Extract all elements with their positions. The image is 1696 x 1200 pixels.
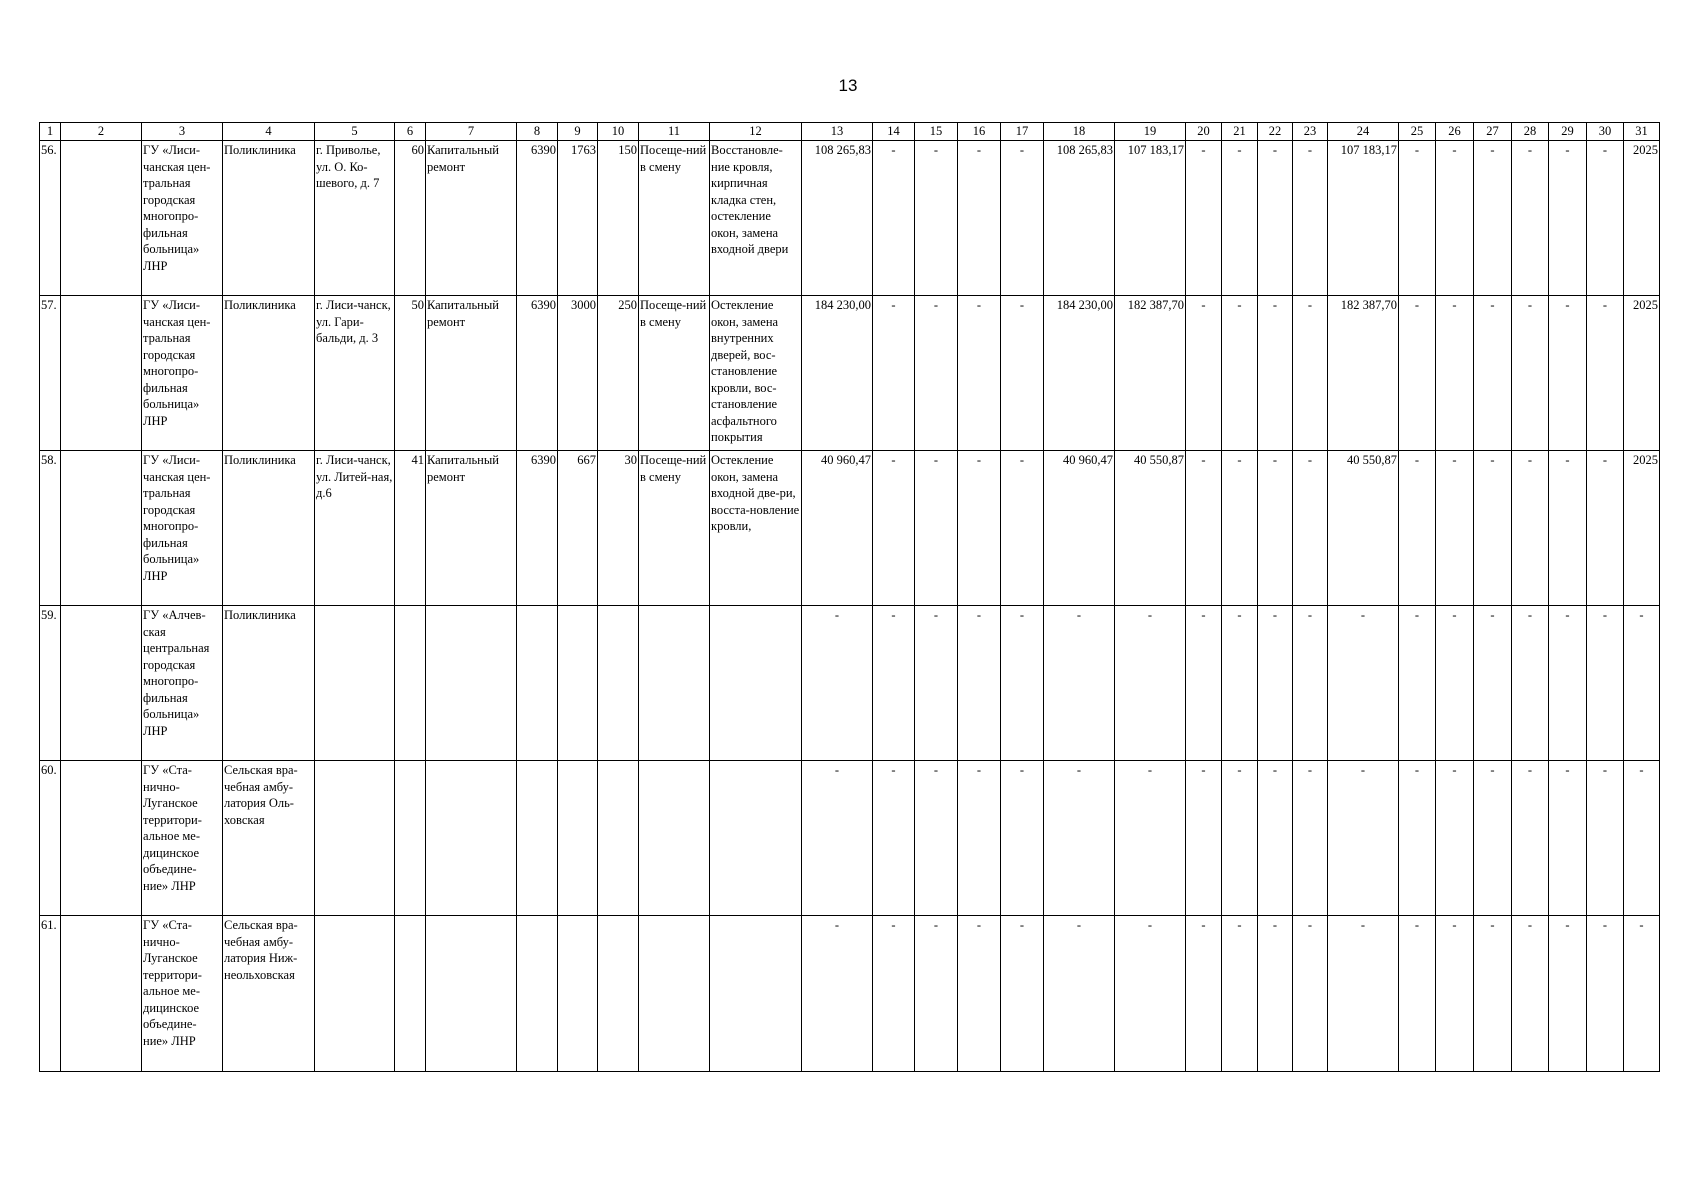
- col-6-cell: 60: [395, 141, 426, 296]
- col-20-cell: -: [1186, 296, 1222, 451]
- address-cell: [315, 761, 395, 916]
- col-28-cell: -: [1512, 761, 1549, 916]
- facility-type-cell: Поликлиника: [223, 141, 315, 296]
- col-23-cell: -: [1293, 606, 1328, 761]
- description-cell: [710, 916, 802, 1072]
- col-14-cell: -: [873, 916, 915, 1072]
- col-18-cell: 40 960,47: [1044, 451, 1115, 606]
- col-29-cell: -: [1549, 916, 1587, 1072]
- col-29-cell: -: [1549, 451, 1587, 606]
- col-15-cell: -: [915, 606, 958, 761]
- col-6-cell: [395, 606, 426, 761]
- col-10-cell: [598, 606, 639, 761]
- col-16-cell: -: [958, 141, 1001, 296]
- col-15-cell: -: [915, 451, 958, 606]
- column-number-29: 29: [1549, 123, 1587, 141]
- col-31-cell: 2025: [1624, 451, 1660, 606]
- col-28-cell: -: [1512, 606, 1549, 761]
- table-row: [40, 296, 1660, 451]
- work-type-cell: [426, 606, 517, 761]
- unit-cell: [639, 916, 710, 1072]
- col-31-cell: -: [1624, 761, 1660, 916]
- table-row: [40, 761, 1660, 916]
- row-number: 60.: [40, 761, 61, 916]
- column-number-27: 27: [1474, 123, 1512, 141]
- col-13-cell: -: [802, 761, 873, 916]
- col-2-cell: [61, 296, 142, 451]
- col-16-cell: -: [958, 451, 1001, 606]
- col-17-cell: -: [1001, 761, 1044, 916]
- col-21-cell: -: [1222, 606, 1258, 761]
- col-9-cell: [558, 606, 598, 761]
- col-26-cell: -: [1436, 916, 1474, 1072]
- organization-cell: ГУ «Лиси-чанская цен-тральная городская многопро-фильная больница» ЛНР: [142, 296, 223, 451]
- col-22-cell: -: [1258, 141, 1293, 296]
- col-17-cell: -: [1001, 141, 1044, 296]
- column-number-10: 10: [598, 123, 639, 141]
- col-21-cell: -: [1222, 141, 1258, 296]
- unit-cell: Посеще-ний в смену: [639, 296, 710, 451]
- column-number-19: 19: [1115, 123, 1186, 141]
- register-table: [39, 122, 1660, 1072]
- col-19-cell: 107 183,17: [1115, 141, 1186, 296]
- col-25-cell: -: [1399, 606, 1436, 761]
- description-cell: [710, 761, 802, 916]
- col-19-cell: 182 387,70: [1115, 296, 1186, 451]
- col-30-cell: -: [1587, 451, 1624, 606]
- col-25-cell: -: [1399, 296, 1436, 451]
- col-25-cell: -: [1399, 761, 1436, 916]
- column-number-6: 6: [395, 123, 426, 141]
- col-17-cell: -: [1001, 606, 1044, 761]
- col-20-cell: -: [1186, 916, 1222, 1072]
- col-14-cell: -: [873, 761, 915, 916]
- col-14-cell: -: [873, 296, 915, 451]
- col-23-cell: -: [1293, 451, 1328, 606]
- col-27-cell: -: [1474, 761, 1512, 916]
- column-number-13: 13: [802, 123, 873, 141]
- col-20-cell: -: [1186, 451, 1222, 606]
- col-16-cell: -: [958, 606, 1001, 761]
- col-19-cell: 40 550,87: [1115, 451, 1186, 606]
- col-17-cell: -: [1001, 916, 1044, 1072]
- col-10-cell: 150: [598, 141, 639, 296]
- col-31-cell: 2025: [1624, 296, 1660, 451]
- col-22-cell: -: [1258, 606, 1293, 761]
- column-number-3: 3: [142, 123, 223, 141]
- col-31-cell: -: [1624, 916, 1660, 1072]
- column-number-18: 18: [1044, 123, 1115, 141]
- col-13-cell: 40 960,47: [802, 451, 873, 606]
- column-number-2: 2: [61, 123, 142, 141]
- col-20-cell: -: [1186, 761, 1222, 916]
- col-26-cell: -: [1436, 296, 1474, 451]
- work-type-cell: Капитальный ремонт: [426, 296, 517, 451]
- description-cell: Остекление окон, замена внутренних дверей, вос-становление кровли, вос-становление асфальтного покрытия: [710, 296, 802, 451]
- column-number-14: 14: [873, 123, 915, 141]
- column-number-31: 31: [1624, 123, 1660, 141]
- table-row: [40, 606, 1660, 761]
- facility-type-cell: Сельская вра-чебная амбу-латория Оль-ховская: [223, 761, 315, 916]
- col-21-cell: -: [1222, 296, 1258, 451]
- facility-type-cell: Поликлиника: [223, 451, 315, 606]
- col-29-cell: -: [1549, 606, 1587, 761]
- col-31-cell: 2025: [1624, 141, 1660, 296]
- col-27-cell: -: [1474, 141, 1512, 296]
- page-number: 13: [838, 76, 858, 95]
- col-14-cell: -: [873, 451, 915, 606]
- column-number-23: 23: [1293, 123, 1328, 141]
- col-18-cell: 184 230,00: [1044, 296, 1115, 451]
- description-cell: [710, 606, 802, 761]
- col-19-cell: -: [1115, 916, 1186, 1072]
- col-16-cell: -: [958, 296, 1001, 451]
- col-18-cell: 108 265,83: [1044, 141, 1115, 296]
- col-31-cell: -: [1624, 606, 1660, 761]
- column-number-20: 20: [1186, 123, 1222, 141]
- col-6-cell: [395, 916, 426, 1072]
- col-28-cell: -: [1512, 296, 1549, 451]
- column-number-16: 16: [958, 123, 1001, 141]
- col-10-cell: 30: [598, 451, 639, 606]
- col-15-cell: -: [915, 141, 958, 296]
- work-type-cell: [426, 916, 517, 1072]
- col-20-cell: -: [1186, 141, 1222, 296]
- row-number: 59.: [40, 606, 61, 761]
- col-30-cell: -: [1587, 916, 1624, 1072]
- column-number-21: 21: [1222, 123, 1258, 141]
- organization-cell: ГУ «Алчев-ская центральная городская многопро-фильная больница» ЛНР: [142, 606, 223, 761]
- col-18-cell: -: [1044, 916, 1115, 1072]
- col-21-cell: -: [1222, 916, 1258, 1072]
- header-row: [40, 123, 1660, 141]
- col-28-cell: -: [1512, 451, 1549, 606]
- facility-type-cell: Сельская вра-чебная амбу-латория Ниж-неольховская: [223, 916, 315, 1072]
- col-10-cell: [598, 761, 639, 916]
- col-8-cell: [517, 916, 558, 1072]
- col-10-cell: 250: [598, 296, 639, 451]
- col-9-cell: [558, 916, 598, 1072]
- description-cell: Восстановле-ние кровля, кирпичная кладка стен, остекление окон, замена входной двери: [710, 141, 802, 296]
- unit-cell: [639, 606, 710, 761]
- address-cell: г. Лиси-чанск, ул. Гари-бальди, д. 3: [315, 296, 395, 451]
- col-24-cell: 182 387,70: [1328, 296, 1399, 451]
- column-number-9: 9: [558, 123, 598, 141]
- description-cell: Остекление окон, замена входной две-ри, восста-новление кровли,: [710, 451, 802, 606]
- column-number-24: 24: [1328, 123, 1399, 141]
- col-18-cell: -: [1044, 761, 1115, 916]
- col-2-cell: [61, 606, 142, 761]
- col-6-cell: [395, 761, 426, 916]
- col-25-cell: -: [1399, 141, 1436, 296]
- col-29-cell: -: [1549, 141, 1587, 296]
- col-9-cell: 3000: [558, 296, 598, 451]
- col-9-cell: 667: [558, 451, 598, 606]
- col-10-cell: [598, 916, 639, 1072]
- column-number-30: 30: [1587, 123, 1624, 141]
- unit-cell: [639, 761, 710, 916]
- col-21-cell: -: [1222, 761, 1258, 916]
- col-9-cell: [558, 761, 598, 916]
- col-14-cell: -: [873, 606, 915, 761]
- organization-cell: ГУ «Ста-нично-Луганское территори-альное ме-дицинское объедине-ние» ЛНР: [142, 761, 223, 916]
- column-number-22: 22: [1258, 123, 1293, 141]
- col-6-cell: 41: [395, 451, 426, 606]
- col-19-cell: -: [1115, 606, 1186, 761]
- col-2-cell: [61, 451, 142, 606]
- col-15-cell: -: [915, 916, 958, 1072]
- column-number-7: 7: [426, 123, 517, 141]
- work-type-cell: [426, 761, 517, 916]
- organization-cell: ГУ «Ста-нично-Луганское территори-альное ме-дицинское объедине-ние» ЛНР: [142, 916, 223, 1072]
- column-number-12: 12: [710, 123, 802, 141]
- col-18-cell: -: [1044, 606, 1115, 761]
- col-27-cell: -: [1474, 916, 1512, 1072]
- col-8-cell: [517, 606, 558, 761]
- col-13-cell: -: [802, 916, 873, 1072]
- col-8-cell: [517, 761, 558, 916]
- row-number: 57.: [40, 296, 61, 451]
- col-29-cell: -: [1549, 296, 1587, 451]
- table-row: [40, 451, 1660, 606]
- col-19-cell: -: [1115, 761, 1186, 916]
- col-24-cell: -: [1328, 761, 1399, 916]
- row-number: 58.: [40, 451, 61, 606]
- col-23-cell: -: [1293, 141, 1328, 296]
- col-23-cell: -: [1293, 916, 1328, 1072]
- col-25-cell: -: [1399, 916, 1436, 1072]
- col-2-cell: [61, 761, 142, 916]
- col-28-cell: -: [1512, 916, 1549, 1072]
- col-23-cell: -: [1293, 761, 1328, 916]
- col-24-cell: -: [1328, 916, 1399, 1072]
- col-9-cell: 1763: [558, 141, 598, 296]
- address-cell: [315, 916, 395, 1072]
- col-22-cell: -: [1258, 296, 1293, 451]
- col-15-cell: -: [915, 761, 958, 916]
- col-20-cell: -: [1186, 606, 1222, 761]
- table-row: [40, 141, 1660, 296]
- column-number-15: 15: [915, 123, 958, 141]
- column-number-5: 5: [315, 123, 395, 141]
- col-30-cell: -: [1587, 296, 1624, 451]
- col-21-cell: -: [1222, 451, 1258, 606]
- col-2-cell: [61, 141, 142, 296]
- col-8-cell: 6390: [517, 296, 558, 451]
- row-number: 56.: [40, 141, 61, 296]
- col-25-cell: -: [1399, 451, 1436, 606]
- col-16-cell: -: [958, 916, 1001, 1072]
- col-26-cell: -: [1436, 606, 1474, 761]
- col-6-cell: 50: [395, 296, 426, 451]
- work-type-cell: Капитальный ремонт: [426, 141, 517, 296]
- organization-cell: ГУ «Лиси-чанская цен-тральная городская многопро-фильная больница» ЛНР: [142, 141, 223, 296]
- col-27-cell: -: [1474, 296, 1512, 451]
- table-row: [40, 916, 1660, 1072]
- column-number-17: 17: [1001, 123, 1044, 141]
- col-2-cell: [61, 916, 142, 1072]
- column-number-26: 26: [1436, 123, 1474, 141]
- col-23-cell: -: [1293, 296, 1328, 451]
- unit-cell: Посеще-ний в смену: [639, 451, 710, 606]
- col-16-cell: -: [958, 761, 1001, 916]
- col-22-cell: -: [1258, 916, 1293, 1072]
- col-13-cell: 108 265,83: [802, 141, 873, 296]
- column-number-1: 1: [40, 123, 61, 141]
- col-24-cell: 107 183,17: [1328, 141, 1399, 296]
- col-8-cell: 6390: [517, 451, 558, 606]
- col-15-cell: -: [915, 296, 958, 451]
- col-27-cell: -: [1474, 606, 1512, 761]
- column-number-8: 8: [517, 123, 558, 141]
- col-13-cell: -: [802, 606, 873, 761]
- col-8-cell: 6390: [517, 141, 558, 296]
- work-type-cell: Капитальный ремонт: [426, 451, 517, 606]
- facility-type-cell: Поликлиника: [223, 296, 315, 451]
- col-29-cell: -: [1549, 761, 1587, 916]
- column-number-11: 11: [639, 123, 710, 141]
- col-26-cell: -: [1436, 451, 1474, 606]
- col-30-cell: -: [1587, 761, 1624, 916]
- col-22-cell: -: [1258, 761, 1293, 916]
- column-number-25: 25: [1399, 123, 1436, 141]
- facility-type-cell: Поликлиника: [223, 606, 315, 761]
- col-13-cell: 184 230,00: [802, 296, 873, 451]
- address-cell: [315, 606, 395, 761]
- col-28-cell: -: [1512, 141, 1549, 296]
- col-30-cell: -: [1587, 141, 1624, 296]
- address-cell: г. Привольe, ул. О. Ко-шевого, д. 7: [315, 141, 395, 296]
- column-number-4: 4: [223, 123, 315, 141]
- col-26-cell: -: [1436, 761, 1474, 916]
- row-number: 61.: [40, 916, 61, 1072]
- organization-cell: ГУ «Лиси-чанская цен-тральная городская многопро-фильная больница» ЛНР: [142, 451, 223, 606]
- col-22-cell: -: [1258, 451, 1293, 606]
- col-17-cell: -: [1001, 451, 1044, 606]
- col-27-cell: -: [1474, 451, 1512, 606]
- unit-cell: Посеще-ний в смену: [639, 141, 710, 296]
- col-30-cell: -: [1587, 606, 1624, 761]
- col-26-cell: -: [1436, 141, 1474, 296]
- column-number-28: 28: [1512, 123, 1549, 141]
- col-14-cell: -: [873, 141, 915, 296]
- col-24-cell: 40 550,87: [1328, 451, 1399, 606]
- col-17-cell: -: [1001, 296, 1044, 451]
- col-24-cell: -: [1328, 606, 1399, 761]
- address-cell: г. Лиси-чанск, ул. Литей-ная, д.6: [315, 451, 395, 606]
